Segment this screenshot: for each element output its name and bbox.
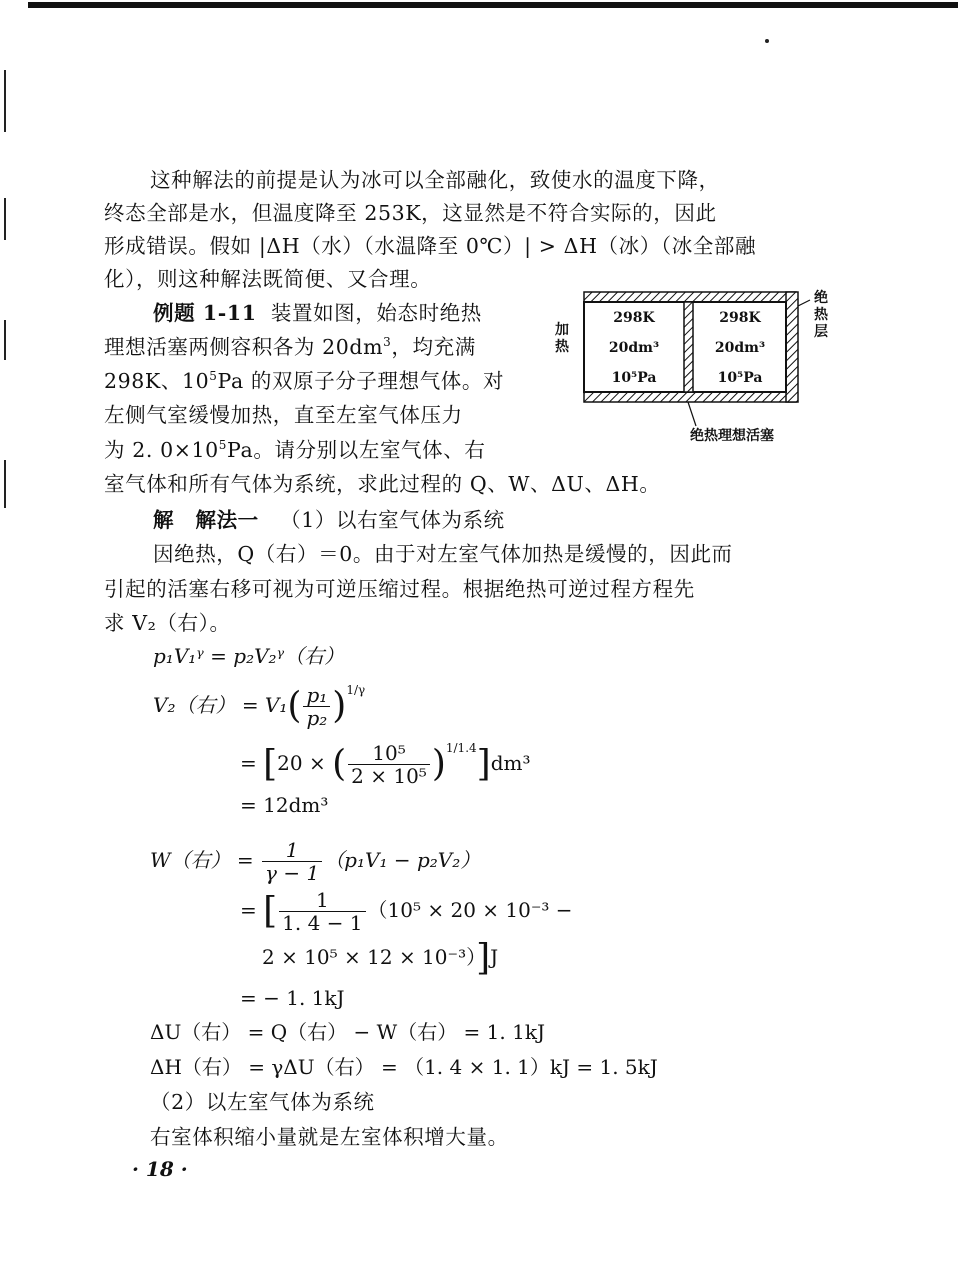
left-volume: 20dm³ (608, 340, 660, 356)
insulation-top (584, 292, 796, 302)
example-label: 例题 1-11 (153, 301, 257, 325)
piston-label: 绝热理想活塞 (690, 428, 774, 444)
page-number: · 18 · (132, 1157, 188, 1181)
right-volume: 20dm³ (714, 340, 766, 356)
paragraph-line: 形成错误。假如 |ΔH（水）（水温降至 0℃）| > ΔH（冰）（冰全部融 (104, 234, 757, 258)
margin-mark (4, 460, 6, 508)
speck (765, 39, 769, 43)
example-line-1: 例题 1-11 装置如图，始态时绝热 (153, 301, 482, 325)
solution-text: 引起的活塞右移可视为可逆压缩过程。根据绝热可逆过程方程先 (104, 577, 695, 601)
margin-mark (4, 320, 6, 360)
piston-leader (688, 402, 696, 426)
equation-v2-numeric: = [20 × ( $\frac{\text{10⁵}}{\text{2 × 10⁵}}$ )$^{1/1.4}$]dm³ (240, 741, 531, 788)
top-rule (28, 2, 958, 8)
left-temp: 298K (613, 310, 655, 326)
solution-text: 右室体积缩小量就是左室体积增大量。 (150, 1125, 509, 1149)
insulation-bottom (584, 392, 796, 402)
equation-work-numeric-cont: 2 × 10⁵ × 12 × 10⁻³）]J (262, 937, 499, 979)
margin-mark (4, 198, 6, 240)
piston-apparatus-figure (578, 280, 828, 450)
example-line-5: 为 2. $0\times 10^5Pa$。请分别以左室气体、右 (104, 438, 486, 462)
insulation-leader (798, 300, 810, 306)
equation-adiabatic: p₁V₁ᵞ = p₂V₂ᵞ（右） (153, 644, 345, 668)
equation-work-numeric: = [ $\frac{1}{1. 4 - 1}$ （10⁵ × 20 × 10⁻³ − (240, 888, 573, 935)
equation-delta-u: ΔU（右） = Q（右） − W（右） = 1. 1kJ (150, 1020, 545, 1044)
paragraph-line: 终态全部是水，但温度降至 253K，这显然是不符合实际的，因此 (104, 201, 717, 225)
insulation-right (786, 292, 798, 402)
example-line-2: 理想活塞两侧容积各为 $20dm^3$，均充满 (104, 335, 476, 359)
equation-work: W（右） = $\frac{1}{\gamma - 1}$ （p₁V₁ − p₂V₂） (150, 838, 481, 885)
piston (684, 302, 693, 392)
solution-text: 求 V₂（右）。 (104, 611, 231, 635)
solution-heading: 解 解法一 （1）以右室气体为系统 (153, 508, 505, 532)
example-line-6: 室气体和所有气体为系统，求此过程的 Q、W、ΔU、ΔH。 (104, 472, 661, 496)
heat-label: 加热 (555, 322, 569, 355)
paragraph-line: 这种解法的前提是认为冰可以全部融化，致使水的温度下降， (150, 168, 720, 192)
solution-text: 因绝热，Q（右）＝0。由于对左室气体加热是缓慢的，因此而 (153, 542, 733, 566)
right-temp: 298K (719, 310, 761, 326)
example-line-4: 左侧气室缓慢加热，直至左室气体压力 (104, 403, 463, 427)
equation-v2: V₂（右） = V₁( $\frac{\text{p₁}}{\text{p₂}}$ )$^{1/\gamma}$ (153, 683, 366, 730)
insulation-label: 绝热层 (814, 290, 828, 340)
equation-delta-h: ΔH（右） = γΔU（右） = （1. 4 × 1. 1）kJ = 1. 5kJ (150, 1055, 658, 1079)
right-pressure: 10⁵Pa (717, 370, 763, 386)
margin-mark (4, 70, 6, 132)
equation-v2-result: = 12dm³ (240, 793, 329, 817)
equation-work-result: = − 1. 1kJ (240, 986, 345, 1010)
paragraph-line: 化），则这种解法既简便、又合理。 (104, 267, 432, 291)
example-line-3: 298K、$10^5Pa$ 的双原子分子理想气体。对 (104, 369, 505, 393)
left-pressure: 10⁵Pa (611, 370, 657, 386)
solution-step-2: （2）以左室气体为系统 (150, 1090, 375, 1114)
